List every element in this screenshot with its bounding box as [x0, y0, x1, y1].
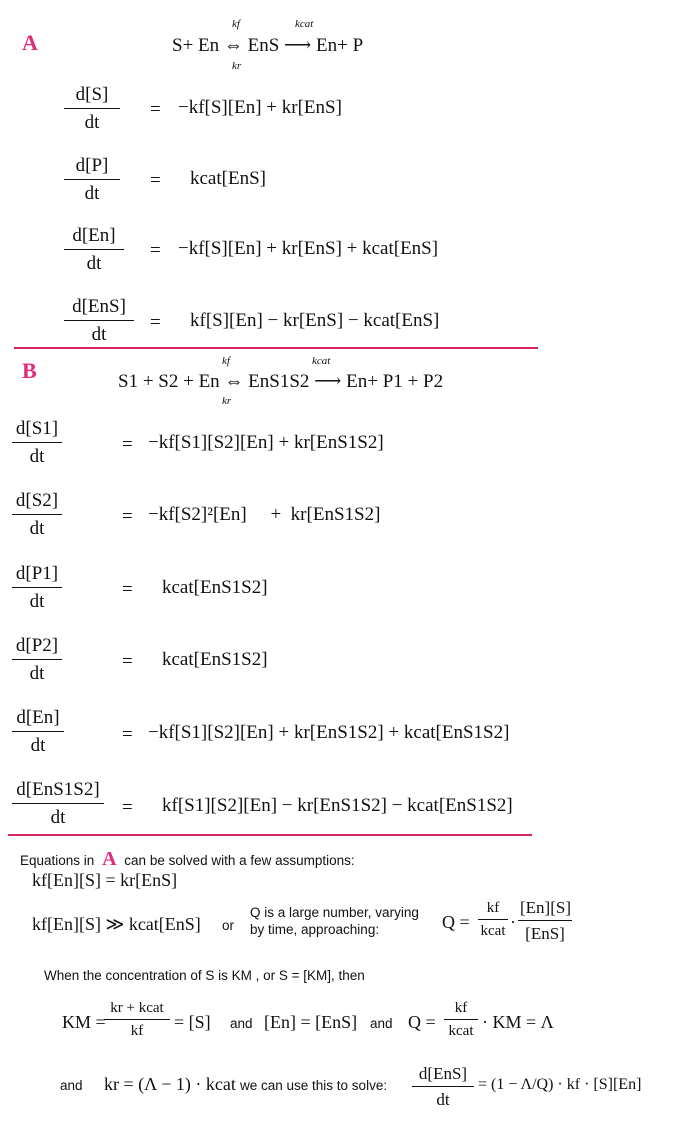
- frac-numerator: [En][S]: [518, 898, 572, 921]
- rate-kcat-label: kcat: [295, 18, 314, 30]
- km-condition: When the concentration of S is KM , or S = [KM], then: [44, 968, 365, 983]
- reaction-a: S+ En ⇔ EnS ⟶ En+ P: [172, 35, 364, 56]
- rate-kcat-label: kcat: [312, 355, 331, 367]
- q2-lhs: Q =: [408, 1012, 436, 1032]
- rate-kr-label: kr: [232, 60, 242, 72]
- deriv-denominator: dt: [84, 183, 100, 204]
- deriv-b-1: [12, 418, 62, 468]
- rhs-b-3: kcat[EnS1S2]: [162, 577, 268, 598]
- deriv-b-4: [12, 635, 62, 685]
- and-text: and: [60, 1078, 83, 1093]
- frac-numerator: kr + kcat: [104, 1000, 170, 1020]
- deriv-numerator: d[P1]: [12, 563, 62, 588]
- frac-denominator: dt: [436, 1090, 450, 1109]
- deriv-b-5: [12, 707, 64, 757]
- section-divider: [14, 347, 538, 349]
- frac-denominator: kcat: [480, 923, 506, 939]
- deriv-numerator: d[En]: [64, 225, 124, 250]
- deriv-denominator: dt: [30, 735, 46, 756]
- section-a-label: A: [22, 30, 38, 55]
- dot-operator: ·: [510, 912, 516, 932]
- deriv-b-3: [12, 563, 62, 613]
- rhs-b-6: kf[S1][S2][En] − kr[EnS1S2] − kcat[EnS1S2]: [162, 795, 513, 816]
- q-frac-conc: [518, 898, 572, 944]
- frac-numerator: kf: [444, 1000, 478, 1020]
- rhs-b-5: −kf[S1][S2][En] + kr[EnS1S2] + kcat[EnS1S2]: [148, 722, 510, 743]
- rhs-a-1: −kf[S][En] + kr[EnS]: [178, 97, 342, 118]
- and-text: and: [230, 1016, 253, 1031]
- frac-denominator: kf: [130, 1023, 144, 1039]
- deriv-numerator: d[EnS]: [64, 296, 134, 321]
- deriv-a-1: [64, 84, 120, 134]
- deriv-denominator: dt: [29, 591, 45, 612]
- rhs-a-2: kcat[EnS]: [190, 168, 266, 189]
- rhs-b-1: −kf[S1][S2][En] + kr[EnS1S2]: [148, 432, 384, 453]
- q2-rhs: · KM = Λ: [482, 1012, 554, 1032]
- q2-frac: [444, 1000, 478, 1040]
- deriv-numerator: d[S2]: [12, 490, 62, 515]
- deriv-a-4: [64, 296, 134, 346]
- km-frac: [104, 1000, 170, 1040]
- q-lhs: Q =: [442, 912, 470, 932]
- intro-label: A: [102, 848, 117, 870]
- kr-equation: kr = (Λ − 1) · kcat: [104, 1074, 236, 1094]
- deriv-numerator: d[P]: [64, 155, 120, 180]
- en-equality: [En] = [EnS]: [264, 1012, 358, 1032]
- frac-denominator: kcat: [448, 1023, 474, 1039]
- equals-sign: =: [122, 434, 133, 455]
- deriv-b-2: [12, 490, 62, 540]
- equals-sign: =: [150, 99, 161, 120]
- intro-pre: Equations in: [20, 853, 95, 868]
- deriv-numerator: d[EnS1S2]: [12, 779, 104, 804]
- section-b-label: B: [22, 358, 37, 383]
- q-frac-rates: [478, 900, 508, 940]
- deriv-denominator: dt: [50, 807, 66, 828]
- q-description-2: by time, approaching:: [250, 922, 380, 937]
- deriv-denominator: dt: [84, 112, 100, 133]
- section-divider: [8, 834, 532, 836]
- deriv-b-6: [12, 779, 104, 829]
- assumption-2: kf[En][S] ≫ kcat[EnS]: [32, 914, 201, 934]
- reaction-b: S1 + S2 + En ⇔ EnS1S2 ⟶ En+ P1 + P2: [118, 371, 444, 392]
- equals-sign: =: [150, 312, 161, 333]
- rate-kr-label: kr: [222, 395, 232, 407]
- final-rhs: = (1 − Λ/Q) · kf · [S][En]: [478, 1076, 642, 1093]
- intro-line: [20, 848, 355, 871]
- km-rhs: = [S]: [174, 1012, 211, 1032]
- equals-sign: =: [122, 579, 133, 600]
- deriv-numerator: d[P2]: [12, 635, 62, 660]
- equals-sign: =: [122, 724, 133, 745]
- rhs-a-4: kf[S][En] − kr[EnS] − kcat[EnS]: [190, 310, 440, 331]
- equals-sign: =: [122, 797, 133, 818]
- rhs-a-3: −kf[S][En] + kr[EnS] + kcat[EnS]: [178, 238, 439, 259]
- deriv-denominator: dt: [29, 518, 45, 539]
- rate-kf-label: kf: [222, 355, 230, 367]
- equals-sign: =: [122, 506, 133, 527]
- solve-text: we can use this to solve:: [240, 1078, 388, 1093]
- equals-sign: =: [150, 240, 161, 261]
- frac-numerator: d[EnS]: [412, 1064, 474, 1087]
- or-text: or: [222, 918, 235, 933]
- deriv-numerator: d[S]: [64, 84, 120, 109]
- and-text: and: [370, 1016, 393, 1031]
- rhs-b-4: kcat[EnS1S2]: [162, 649, 268, 670]
- intro-post: can be solved with a few assumptions:: [124, 853, 355, 868]
- deriv-denominator: dt: [29, 446, 45, 467]
- assumption-1: kf[En][S] = kr[EnS]: [32, 870, 178, 890]
- deriv-a-2: [64, 155, 120, 205]
- deriv-a-3: [64, 225, 124, 275]
- deriv-denominator: dt: [86, 253, 102, 274]
- equals-sign: =: [150, 170, 161, 191]
- equals-sign: =: [122, 651, 133, 672]
- frac-numerator: kf: [478, 900, 508, 920]
- deriv-numerator: d[En]: [12, 707, 64, 732]
- frac-denominator: [EnS]: [525, 924, 565, 943]
- final-deriv: [412, 1064, 474, 1110]
- deriv-numerator: d[S1]: [12, 418, 62, 443]
- rhs-b-2: −kf[S2]²[En] + kr[EnS1S2]: [148, 504, 381, 525]
- rate-kf-label: kf: [232, 18, 240, 30]
- deriv-denominator: dt: [29, 663, 45, 684]
- q-description-1: Q is a large number, varying: [250, 905, 419, 920]
- km-lhs: KM =: [62, 1012, 106, 1032]
- deriv-denominator: dt: [91, 324, 107, 345]
